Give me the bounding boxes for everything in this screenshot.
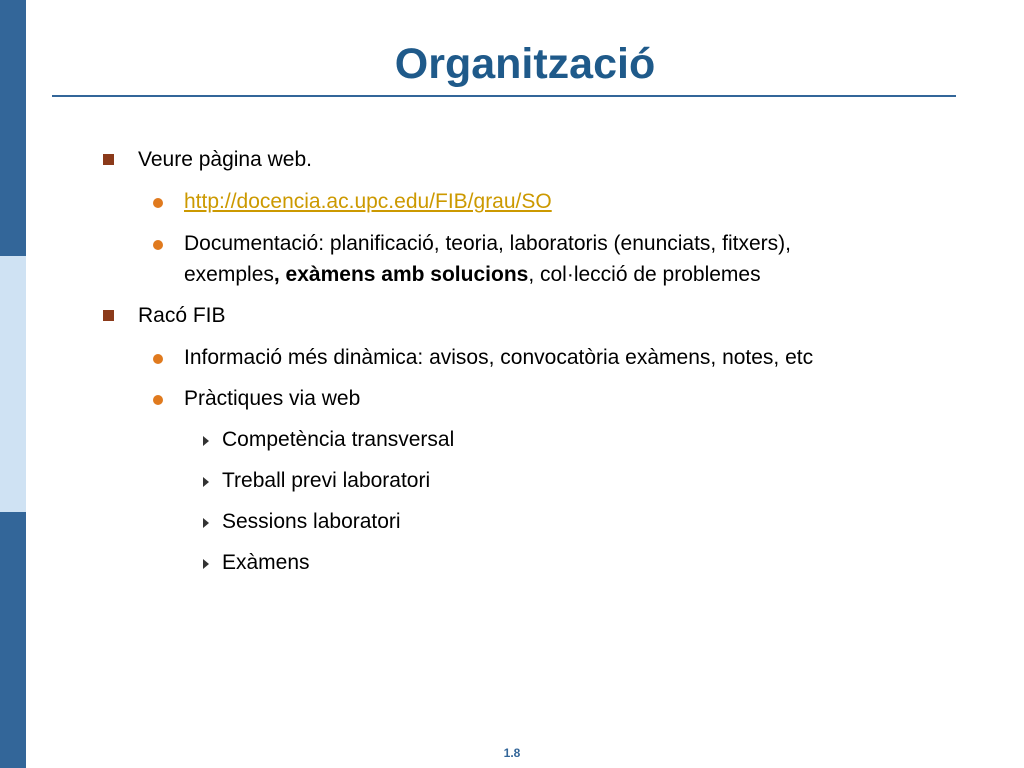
list-item — [184, 344, 813, 372]
list-item — [184, 385, 360, 413]
triangle-bullet-icon — [203, 477, 209, 487]
list-item-bold-text: , exàmens amb solucions — [273, 263, 529, 286]
slide-title: Organització — [394, 40, 656, 88]
list-item — [184, 230, 791, 258]
list-item — [222, 426, 454, 454]
dot-bullet-icon — [153, 354, 163, 364]
list-item-text: , col·lecció de problemes — [528, 263, 761, 286]
dot-bullet-icon — [153, 198, 163, 208]
list-item — [138, 302, 226, 330]
square-bullet-icon — [103, 154, 114, 165]
triangle-bullet-icon — [203, 436, 209, 446]
list-item-text: Veure pàgina web. — [138, 148, 312, 171]
list-item-text: Competència transversal — [222, 428, 455, 451]
course-website-link[interactable]: http://docencia.ac.upc.edu/FIB/grau/SO — [184, 190, 552, 213]
list-item-text: Pràctiques via web — [184, 387, 361, 410]
list-item — [184, 188, 552, 216]
triangle-bullet-icon — [203, 559, 209, 569]
list-item-text: exemples — [184, 263, 274, 286]
list-item — [138, 146, 312, 174]
list-item — [222, 508, 401, 536]
list-item-text: Treball previ laboratori — [222, 469, 431, 492]
list-item-text: Exàmens — [222, 551, 310, 574]
list-item-text: Informació més dinàmica: avisos, convocatòria exàmens, notes, etc — [184, 346, 814, 369]
list-item — [222, 467, 430, 495]
list-item — [222, 549, 310, 577]
list-item-text: Documentació: planificació, teoria, laboratoris (enunciats, fitxers), — [184, 232, 791, 255]
square-bullet-icon — [103, 310, 114, 321]
list-item-continuation — [184, 261, 761, 289]
page-number: 1.8 — [503, 746, 521, 760]
dot-bullet-icon — [153, 395, 163, 405]
triangle-bullet-icon — [203, 518, 209, 528]
list-item-text: Racó FIB — [138, 304, 226, 327]
list-item-text: Sessions laboratori — [222, 510, 401, 533]
dot-bullet-icon — [153, 240, 163, 250]
